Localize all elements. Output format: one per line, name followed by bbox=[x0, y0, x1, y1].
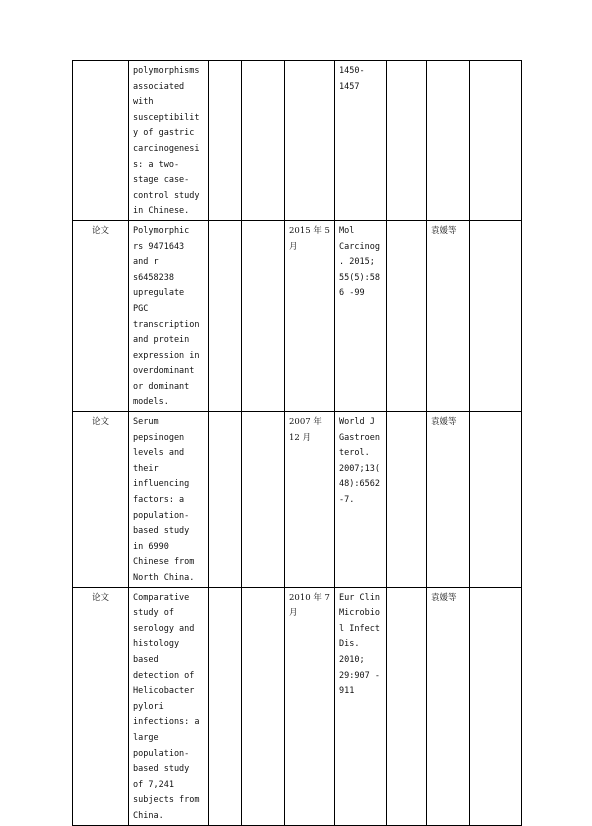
empty-cell bbox=[470, 587, 522, 825]
empty-cell bbox=[242, 587, 285, 825]
empty-cell bbox=[209, 587, 242, 825]
source-cell: Eur Clin Microbiol Infect Dis. 2010; 29:907 - 911 bbox=[335, 587, 387, 825]
empty-cell bbox=[387, 587, 427, 825]
date-cell: 2015 年 5 月 bbox=[285, 220, 335, 411]
title-cell: Polymorphic rs 9471643 and r s6458238 upregulate PGC transcription and protein expression in overdominant or dominant models. bbox=[129, 220, 209, 411]
empty-cell bbox=[387, 220, 427, 411]
source-cell: 1450-1457 bbox=[335, 61, 387, 221]
empty-cell bbox=[209, 61, 242, 221]
table-row bbox=[73, 412, 522, 588]
date-cell: 2010 年 7 月 bbox=[285, 587, 335, 825]
date-cell bbox=[285, 61, 335, 221]
table-row bbox=[73, 587, 522, 825]
author-cell: 袁媛等 bbox=[427, 412, 470, 588]
empty-cell bbox=[470, 412, 522, 588]
source-cell: Mol Carcinog. 2015; 55(5):586 -99 bbox=[335, 220, 387, 411]
title-cell: Comparative study of serology and histology based detection of Helicobacter pylori infections: a large population-based study of 7,241 subjects from China. bbox=[129, 587, 209, 825]
empty-cell bbox=[242, 412, 285, 588]
table-row bbox=[73, 61, 522, 221]
empty-cell bbox=[387, 61, 427, 221]
author-cell: 袁媛等 bbox=[427, 220, 470, 411]
achievements-table bbox=[72, 60, 522, 826]
source-cell: World J Gastroenterol. 2007;13(48):6562-7. bbox=[335, 412, 387, 588]
empty-cell bbox=[209, 220, 242, 411]
table-row bbox=[73, 220, 522, 411]
empty-cell bbox=[209, 412, 242, 588]
type-cell: 论文 bbox=[73, 587, 129, 825]
type-cell: 论文 bbox=[73, 412, 129, 588]
date-cell: 2007 年 12 月 bbox=[285, 412, 335, 588]
empty-cell bbox=[242, 61, 285, 221]
empty-cell bbox=[242, 220, 285, 411]
type-cell bbox=[73, 61, 129, 221]
author-cell: 袁媛等 bbox=[427, 587, 470, 825]
type-cell: 论文 bbox=[73, 220, 129, 411]
title-cell: Serum pepsinogen levels and their influencing factors: a population-based study in 6990 Chinese from North China. bbox=[129, 412, 209, 588]
author-cell bbox=[427, 61, 470, 221]
empty-cell bbox=[387, 412, 427, 588]
empty-cell bbox=[470, 220, 522, 411]
empty-cell bbox=[470, 61, 522, 221]
title-cell: polymorphisms associated with susceptibility of gastric carcinogenesis: a two-stage case-control study in Chinese. bbox=[129, 61, 209, 221]
